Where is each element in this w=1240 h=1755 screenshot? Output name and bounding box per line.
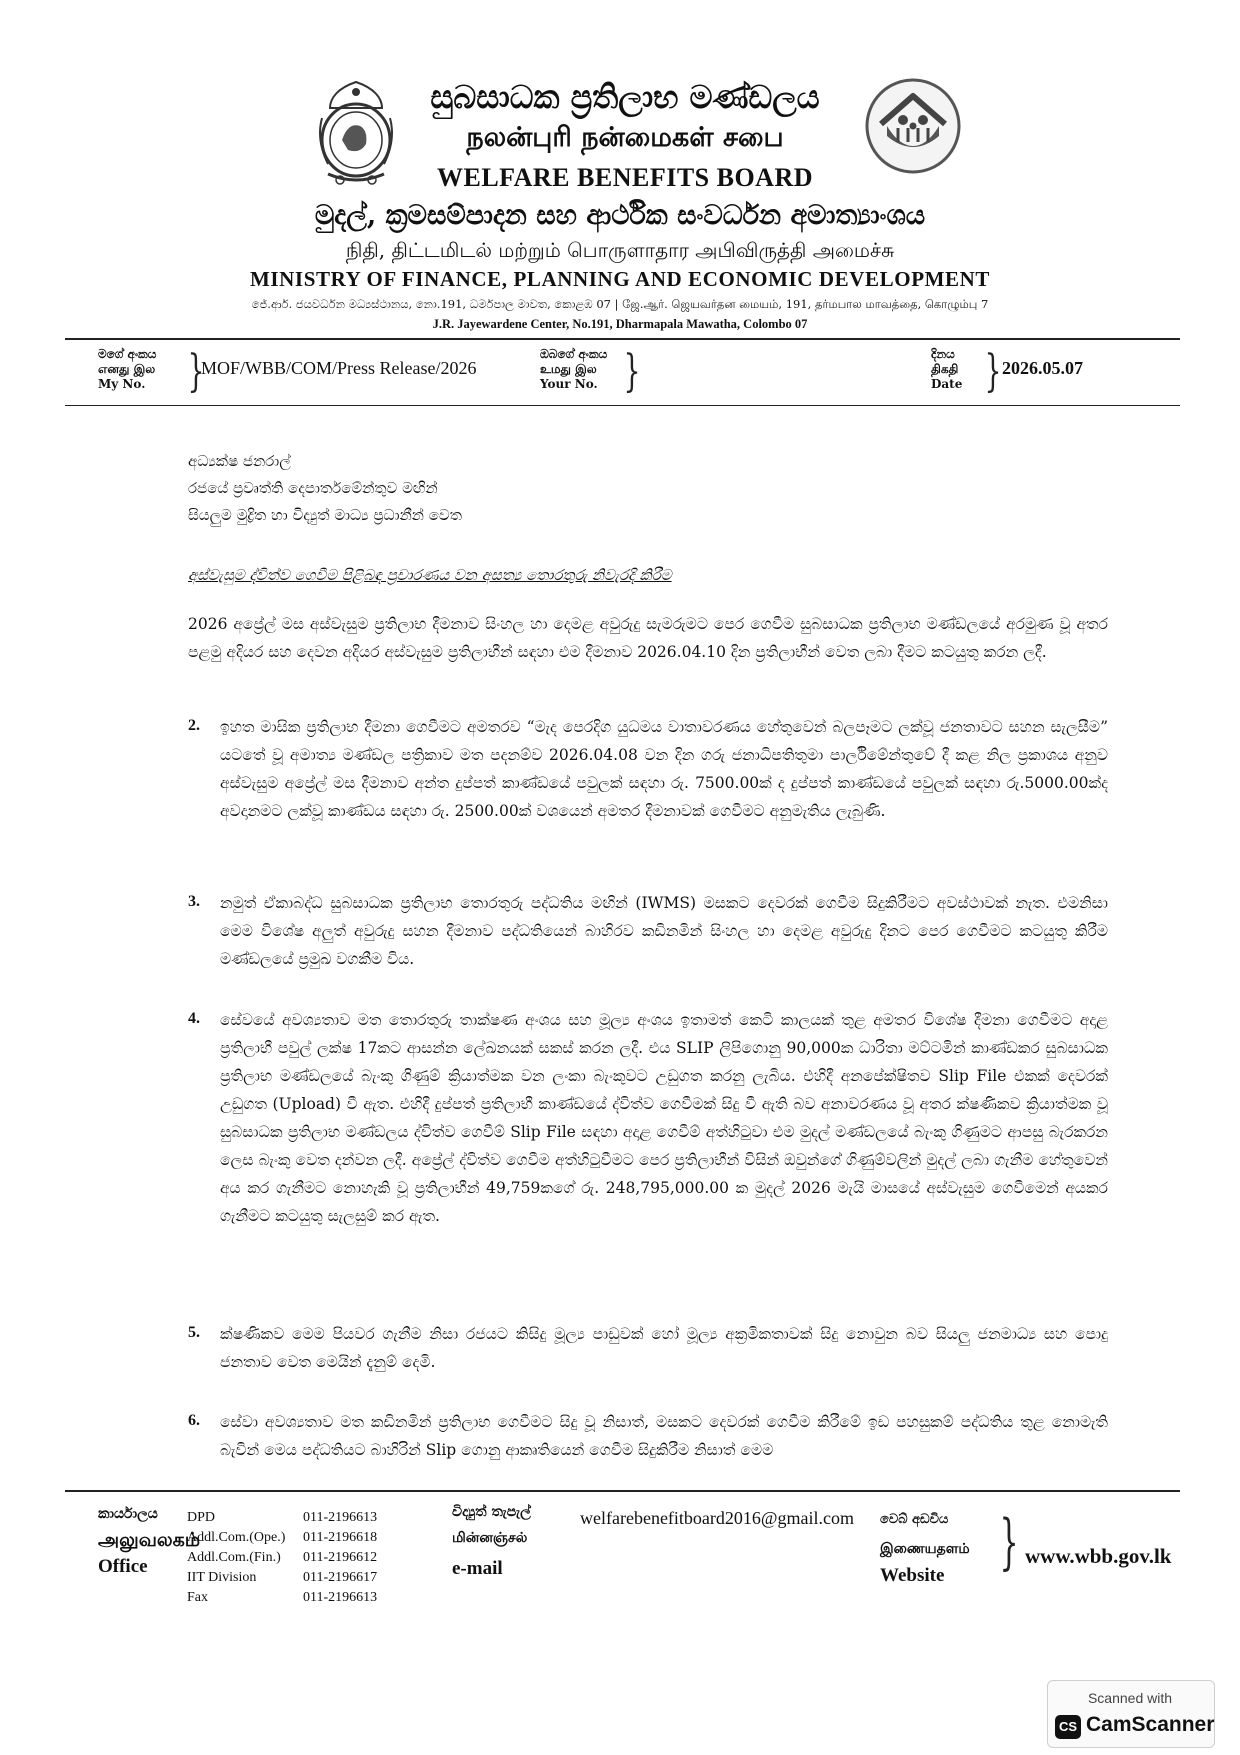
ministry-name-tamil: நிதி, திட்டமிடல் மற்றும் பொருளாதார அபிவிருத்தி அமைச்சு (345, 238, 895, 262)
board-name-sinhala: සුබසාධක ප්‍රතිලාභ මණ්ඩලය (430, 78, 820, 116)
email-address[interactable]: welfarebenefitboard2016@gmail.com (580, 1508, 854, 1528)
intro-paragraph: 2026 අප්‍රේල් මස අස්වැසුම ප්‍රතිලාභ දීමනාව සිංහල හා දෙමළ අවුරුදු සැමරුමට පෙර ගෙවීම සුබසාධක ප්‍රතිලාභ මණ්ඩලයේ අරමුණ වූ අතර පළමු අදියර සහ දෙවන අදියර අස්වැසුම ප්‍රතිලාභීන් සඳහා එම දීමනාව 2026.04.10 දින ප්‍රතිලාභීන් වෙත ලබා දීමට කටයුතු කරන ලදී. (188, 615, 1108, 661)
paragraph-2: ඉහත මාසික ප්‍රතිලාභ දීමනා ගෙවීමට අමතරව “මැද පෙරදිග යුධමය වාතාවරණය හේතුවෙන් බලපෑමට ලක්වූ ජනතාවට සහන සැලසීම” යටතේ වූ අමාත්‍ය මණ්ඩල පත්‍රිකාව මත පදනම්ව 2026.04.08 වන දින ගරු ජනාධිපතිතුමා පාර්ලිමේන්තුවේ දී කළ නිල ප්‍රකාශය අනුව අස්වැසුම අප්‍රේල් මස දීමනාව අන්ත දුප්පත් කාණ්ඩයේ පවුලක් සඳහා රු. 7500.00ක් ද දුප්පත් කාණ්ඩයේ පවුලක් සඳහා රු.5000.00ක්ද අවදානමට ලක්වූ කාණ්ඩය සඳහා රු. 2500.00ක් වශයෙන් අමතර දීමනාවක් ගෙවීමට අනුමැතිය ලැබුණි. (220, 718, 1108, 820)
website-label: වෙබ් අඩවිය இணையதளம் Website (880, 1512, 970, 1586)
date-label: දිනය திகதி Date (931, 347, 963, 391)
header-rule-top (65, 338, 1180, 340)
office-label: කාර්යාලය அலுவலகம் Office (98, 1506, 201, 1577)
brace-icon: } (999, 1507, 1019, 1577)
website-link[interactable]: www.wbb.gov.lk (1025, 1544, 1172, 1568)
board-name-english: WELFARE BENEFITS BOARD (436, 163, 814, 192)
paragraph-4: සේවයේ අවශ්‍යතාව මත තොරතුරු තාක්ෂණ අංශය සහ මූල්‍ය අංශය ඉතාමත් කෙටි කාලයක් තුළ අමතර විශේෂ දීමනා ගෙවීමට අදාළ ප්‍රතිලාභී පවුල් ලක්ෂ 17කට ආසන්න ලේඛනයක් සකස් කරන ලදී. එය SLIP ලිපිගොනු 90,000ක ධාරිතා මට්ටමින් කාණ්ඩකර සුබසාධක ප්‍රතිලාභ මණ්ඩලයේ බැංකු ගිණුම් ක්‍රියාත්මක වන ලංකා බැංකුවට උඩුගත කරනු ලැබිය. එහිදී අනපේක්ෂිතව Slip File එකක් දෙවරක් උඩුගත (Upload) වී ඇත. එහිදී දුප්පත් ප්‍රතිලාභී කාණ්ඩයේ ද්විත්ව ගෙවීමක් සිදු වී ඇති බව අනාවරණය වූ අතර ක්ෂණිකව ක්‍රියාත්මක වූ සුබසාධක ප්‍රතිලාභ මණ්ඩලය ද්විත්ව ගෙවීම් Slip File සඳහා අදාළ ගෙවීම් අත්හිටුවා එම මුදල් මණ්ඩලයේ බැංකු ගිණුමට ආපසු බැරකරන ලෙස බැංකු වෙත දන්වන ලදී. අප්‍රේල් ද්විත්ව ගෙවීම අත්හිටුවීමට පෙර ප්‍රතිලාභීන් විසින් ඔවුන්ගේ ගිණුම්වලින් මුදල් ලබා ගැනීම හේතුවෙන් අය කර ගැනීමට නොහැකි වූ ප්‍රතිලාභීන් 49,759කගේ රු. 248,795,000.00 ක මුදල් 2026 මැයි මාසයේ අස්වැසුම ගෙවීමෙන් අයකර ගැනීමට කටයුතු සැලසුම් කර ඇත. (220, 1011, 1108, 1225)
brace-icon: } (984, 346, 1002, 397)
paragraph-number: 3. (188, 893, 200, 910)
camscanner-icon: CS (1055, 1715, 1081, 1739)
scanned-with-text: Scanned with (1087, 1690, 1173, 1706)
recipient-line: අධ්‍යක්ෂ ජනරාල් (188, 452, 291, 470)
phone-numbers: 011-2196613 011-2196618 011-2196612 011-2196617 011-2196613 (303, 1510, 378, 1605)
recipient-line: සියලුම මුද්‍රිත හා විද්‍යුත් මාධ්‍ය ප්‍රධානීන් වෙත (188, 506, 462, 524)
address-local: ජේ.ආර්. ජයවර්ධන මධ්‍යස්ථානය, නො.191, ධර්මපාල මාවත, කොළඹ 07 | ஜே.ஆர். ஜெயவர்தன மையம், 191, தர்மபால மாவத்தை, கொழும்பு 7 (251, 297, 989, 311)
paragraph-3: නමුත් ඒකාබද්ධ සුබසාධක ප්‍රතිලාභ තොරතුරු පද්ධතිය මඟින් (IWMS) මසකට දෙවරක් ගෙවීම සිදුකිරීමට අවස්ථාවක් නැත. එමනිසා මෙම විශේෂ අලුත් අවුරුදු සහන දීමනාව පද්ධතියෙන් බාහිරව කඩිනමින් සිංහල හා දෙමළ අවුරුදු දිනට පෙර ගෙවීමට කටයුතු කිරීම මණ්ඩලයේ ප්‍රමුඛ වගකීම විය. (220, 894, 1108, 968)
paragraph-number: 4. (188, 1010, 200, 1027)
your-no-label: ඔබගේ අංකය உமது இல Your No. (540, 347, 608, 391)
address-english: J.R. Jayewardene Center, No.191, Dharmapala Mawatha, Colombo 07 (432, 317, 808, 331)
phone-labels: DPD Addl.Com.(Ope.) Addl.Com.(Fin.) IIT Division Fax (187, 1510, 286, 1605)
camscanner-name: CamScanner (1086, 1713, 1215, 1736)
paragraph-6: සේවා අවශ්‍යතාව මත කඩිනමින් ප්‍රතිලාභ ගෙවීමට සිදු වූ නිසාත්, මසකට දෙවරක් ගෙවීම කිරීමේ ඉඩ පහසුකම් පද්ධතිය තුළ නොමැති බැවින් මෙය පද්ධතියට බාහිරින් Slip ගොනු ආකෘතියෙන් ගෙවීම සිදුකිරීම නිසාත් මෙම (220, 1413, 1108, 1459)
header-rule-bottom (65, 405, 1180, 406)
brace-icon: } (623, 346, 641, 397)
ministry-name-english: MINISTRY OF FINANCE, PLANNING AND ECONOMIC DEVELOPMENT (249, 267, 991, 291)
ministry-name-sinhala: මුදල්, ක්‍රමසම්පාදන සහ ආර්ථික සංවර්ධන අමාත්‍යාංශය (314, 200, 926, 231)
my-no-value: MOF/WBB/COM/Press Release/2026 (201, 358, 477, 378)
paragraph-number: 2. (188, 717, 200, 734)
date-value: 2026.05.07 (1002, 358, 1083, 378)
my-no-label: මගේ අංකය எனது இல My No. (98, 347, 157, 391)
board-name-tamil: நலன்புரி நன்மைகள் சபை (466, 122, 784, 153)
subject-heading: අස්වැසුම ද්විත්ව ගෙවීම පිළිබඳ ප්‍රචාරණය වන අසත්‍ය තොරතුරු නිවැරදි කිරීම (188, 566, 672, 584)
brace-icon: } (187, 346, 205, 397)
paragraph-number: 5. (188, 1324, 200, 1341)
recipient-line: රජයේ ප්‍රවෘත්ති දෙපාර්තමේන්තුව මඟින් (188, 479, 438, 497)
paragraph-number: 6. (188, 1412, 200, 1429)
footer-rule (65, 1490, 1180, 1492)
email-label: විද්‍යුත් තැපැල් மின்னஞ்சல் e-mail (452, 1504, 531, 1579)
wbb-logo-icon (863, 76, 963, 176)
paragraph-5: ක්ෂණිකව මෙම පියවර ගැනීම නිසා රජයට කිසිදු මූල්‍ය පාඩුවක් හෝ මූල්‍ය අක්‍රමිකතාවක් සිදු නොවුන බව සියලු ජනමාධ්‍ය සහ පොදු ජනතාව වෙත මෙයින් දැනුම් දෙමි. (220, 1325, 1108, 1371)
